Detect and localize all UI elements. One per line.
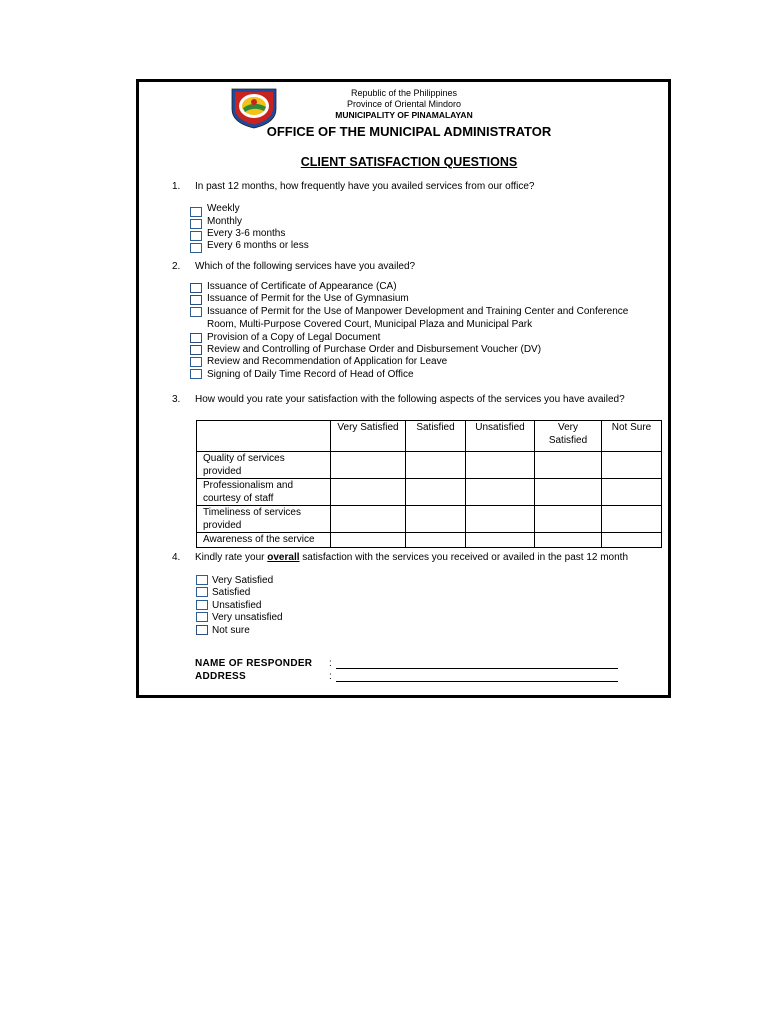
name-of-responder-field[interactable] xyxy=(336,668,618,669)
checkbox-very-unsatisfied[interactable] xyxy=(196,612,208,622)
option-every-6-months-or-less: Every 6 months or less xyxy=(207,240,309,251)
option-permit-manpower-center-cont: Room, Multi-Purpose Covered Court, Municipal Plaza and Municipal Park xyxy=(207,319,533,330)
table-row xyxy=(197,452,662,479)
column-header: Satisfied xyxy=(406,421,466,452)
checkbox-weekly[interactable] xyxy=(190,207,202,217)
checkbox-permit-gymnasium[interactable] xyxy=(190,295,202,305)
header-country: Republic of the Philippines xyxy=(350,88,458,98)
name-of-responder-label: NAME OF RESPONDER xyxy=(195,658,313,669)
row-label: Professionalism and courtesy of staff xyxy=(197,479,331,506)
checkbox-monthly[interactable] xyxy=(190,219,202,229)
emphasis-overall: overall xyxy=(267,552,300,563)
rating-cell[interactable] xyxy=(466,452,535,479)
rating-cell[interactable] xyxy=(602,452,662,479)
rating-cell[interactable] xyxy=(406,479,466,506)
header-province: Province of Oriental Mindoro xyxy=(346,99,462,109)
municipal-seal-logo xyxy=(230,87,278,129)
rating-cell[interactable] xyxy=(535,506,602,533)
option-very-satisfied: Very Satisfied xyxy=(212,575,274,586)
checkbox-leave-application[interactable] xyxy=(190,357,202,367)
checkbox-not-sure[interactable] xyxy=(196,625,208,635)
form-title: CLIENT SATISFACTION QUESTIONS xyxy=(300,155,518,169)
option-certificate-of-appearance: Issuance of Certificate of Appearance (CA) xyxy=(207,281,397,292)
option-not-sure: Not sure xyxy=(212,625,250,636)
question-3-text: How would you rate your satisfaction with the following aspects of the services you have availed? xyxy=(195,394,625,405)
checkbox-purchase-order-review[interactable] xyxy=(190,345,202,355)
rating-cell[interactable] xyxy=(535,479,602,506)
checkbox-every-6-months-or-less[interactable] xyxy=(190,243,202,253)
checkbox-satisfied[interactable] xyxy=(196,587,208,597)
rating-cell[interactable] xyxy=(466,506,535,533)
question-2-number: 2. xyxy=(172,261,181,272)
column-header: Very Satisfied xyxy=(331,421,406,452)
checkbox-every-3-6-months[interactable] xyxy=(190,231,202,241)
checkbox-copy-legal-document[interactable] xyxy=(190,333,202,343)
rating-cell[interactable] xyxy=(406,506,466,533)
option-every-3-6-months: Every 3-6 months xyxy=(207,228,286,239)
rating-cell[interactable] xyxy=(602,479,662,506)
rating-cell[interactable] xyxy=(602,506,662,533)
rating-cell[interactable] xyxy=(535,533,602,548)
address-label: ADDRESS xyxy=(195,671,246,682)
row-label: Timeliness of services provided xyxy=(197,506,331,533)
header-municipality: MUNICIPALITY OF PINAMALAYAN xyxy=(335,110,473,120)
option-daily-time-record: Signing of Daily Time Record of Head of Office xyxy=(207,369,414,380)
rating-cell[interactable] xyxy=(535,452,602,479)
question-4-text: Kindly rate your overall satisfaction with the services you received or availed in the past 12 month xyxy=(195,552,629,563)
question-3-number: 3. xyxy=(172,394,181,405)
rating-cell[interactable] xyxy=(331,479,406,506)
name-colon: : xyxy=(329,658,332,669)
address-field[interactable] xyxy=(336,681,618,682)
option-copy-legal-document: Provision of a Copy of Legal Document xyxy=(207,332,381,343)
option-monthly: Monthly xyxy=(207,216,243,227)
client-satisfaction-form xyxy=(136,79,671,698)
table-row xyxy=(197,479,662,506)
option-very-unsatisfied: Very unsatisfied xyxy=(212,612,283,623)
table-corner-cell xyxy=(197,421,331,452)
column-header: Unsatisfied xyxy=(466,421,535,452)
option-permit-gymnasium: Issuance of Permit for the Use of Gymnasium xyxy=(207,293,409,304)
question-1-text: In past 12 months, how frequently have you availed services from our office? xyxy=(195,181,535,192)
question-2-text: Which of the following services have you availed? xyxy=(195,261,416,272)
checkbox-very-satisfied[interactable] xyxy=(196,575,208,585)
rating-cell[interactable] xyxy=(331,506,406,533)
option-weekly: Weekly xyxy=(207,203,240,214)
column-header: Very Satisfied xyxy=(535,421,602,452)
table-row xyxy=(197,533,662,548)
rating-cell[interactable] xyxy=(331,533,406,548)
option-unsatisfied: Unsatisfied xyxy=(212,600,262,611)
office-title: OFFICE OF THE MUNICIPAL ADMINISTRATOR xyxy=(266,124,552,139)
question-1-number: 1. xyxy=(172,181,181,192)
checkbox-permit-manpower-center[interactable] xyxy=(190,307,202,317)
row-label: Quality of services provided xyxy=(197,452,331,479)
rating-cell[interactable] xyxy=(406,452,466,479)
rating-cell[interactable] xyxy=(406,533,466,548)
address-colon: : xyxy=(329,671,332,682)
column-header: Not Sure xyxy=(602,421,662,452)
checkbox-daily-time-record[interactable] xyxy=(190,369,202,379)
option-purchase-order-review: Review and Controlling of Purchase Order and Disbursement Voucher (DV) xyxy=(207,344,542,355)
table-row xyxy=(197,506,662,533)
row-label: Awareness of the service xyxy=(197,533,331,548)
checkbox-unsatisfied[interactable] xyxy=(196,600,208,610)
rating-cell[interactable] xyxy=(331,452,406,479)
rating-cell[interactable] xyxy=(602,533,662,548)
option-satisfied: Satisfied xyxy=(212,587,251,598)
question-4-number: 4. xyxy=(172,552,181,563)
satisfaction-rating-table xyxy=(196,420,662,548)
option-permit-manpower-center: Issuance of Permit for the Use of Manpower Development and Training Center and Conference xyxy=(207,306,629,317)
checkbox-certificate-of-appearance[interactable] xyxy=(190,283,202,293)
rating-cell[interactable] xyxy=(466,533,535,548)
rating-cell[interactable] xyxy=(466,479,535,506)
option-leave-application: Review and Recommendation of Application for Leave xyxy=(207,356,448,367)
